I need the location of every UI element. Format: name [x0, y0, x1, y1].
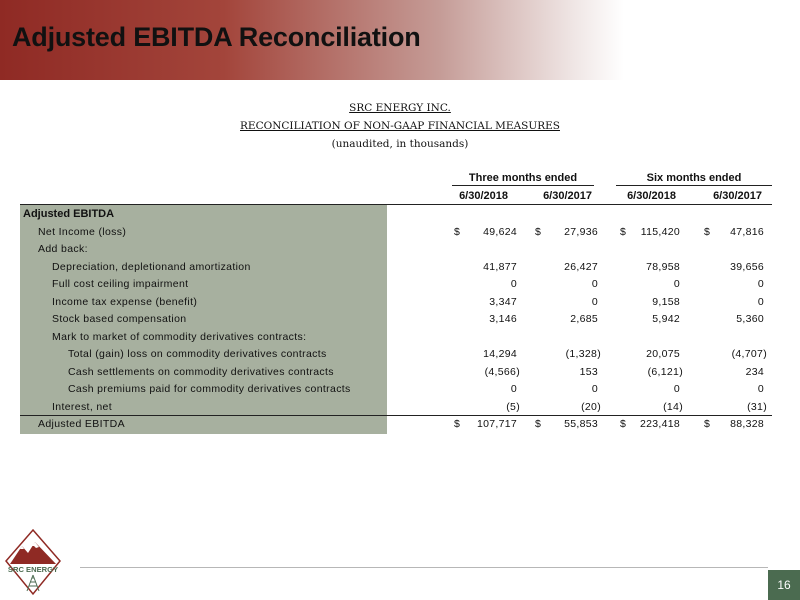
value-cell: 3,347	[489, 295, 517, 308]
value-cell: 26,427	[564, 260, 598, 273]
table-row	[20, 226, 772, 244]
value-cell: 0	[591, 383, 598, 395]
value-cell: 153	[579, 365, 598, 378]
total-rule	[20, 415, 772, 416]
currency-symbol: $	[535, 225, 542, 238]
report-subtitle	[0, 120, 800, 132]
value-cell: 78,958	[646, 260, 680, 273]
table-row	[20, 208, 772, 226]
value-cell: (6,121)	[647, 365, 683, 378]
column-date: 6/30/2017	[543, 190, 592, 202]
row-label: Full cost ceiling impairment	[52, 278, 189, 290]
value-cell: 234	[745, 365, 764, 378]
value-cell: 9,158	[652, 295, 680, 308]
value-cell: 3,146	[489, 313, 517, 325]
value-cell: 47,816	[730, 225, 764, 238]
value-cell: 0	[510, 278, 517, 290]
table-row	[20, 383, 772, 401]
currency-symbol: $	[454, 225, 461, 238]
row-label: Stock based compensation	[52, 313, 187, 325]
report-subtitle-text: RECONCILIATION OF NON-GAAP FINANCIAL MEASURES	[240, 120, 560, 132]
value-cell: 20,075	[646, 348, 680, 360]
row-label: Interest, net	[52, 400, 112, 413]
logo-text: SRC ENERGY	[7, 565, 59, 574]
column-group-six-months: Six months ended	[616, 172, 772, 186]
value-cell: 88,328	[730, 418, 764, 430]
value-cell: 0	[510, 383, 517, 395]
row-label: Total (gain) loss on commodity derivatives contracts	[68, 348, 327, 360]
footer-rule	[80, 567, 768, 568]
value-cell: (31)	[747, 400, 767, 413]
value-cell: 0	[673, 278, 680, 290]
value-cell: 55,853	[564, 418, 598, 430]
value-cell: (14)	[663, 400, 683, 413]
table-row	[20, 313, 772, 331]
report-company-text: SRC ENERGY INC.	[349, 102, 451, 114]
table-row	[20, 278, 772, 296]
row-label: Add back:	[38, 243, 88, 255]
currency-symbol: $	[454, 418, 461, 430]
value-cell: 0	[673, 383, 680, 395]
row-label: Mark to market of commodity derivatives contracts:	[52, 330, 307, 343]
row-label: Cash settlements on commodity derivatives contracts	[68, 365, 334, 378]
value-cell: 27,936	[564, 225, 598, 238]
table-row	[20, 366, 772, 384]
currency-symbol: $	[535, 418, 542, 430]
value-cell: 41,877	[483, 260, 517, 273]
value-cell: 39,656	[730, 260, 764, 273]
value-cell: 0	[757, 295, 764, 308]
currency-symbol: $	[704, 225, 711, 238]
report-note	[0, 138, 800, 150]
row-label: Adjusted EBITDA	[38, 418, 125, 430]
row-label: Depreciation, depletionand amortization	[52, 260, 251, 273]
report-note-text: (unaudited, in thousands)	[331, 138, 469, 150]
row-label: Income tax expense (benefit)	[52, 295, 198, 308]
value-cell: (1,328)	[565, 348, 601, 360]
column-date: 6/30/2018	[459, 190, 508, 202]
currency-symbol: $	[620, 225, 627, 238]
value-cell: 0	[757, 278, 764, 290]
column-group-three-months: Three months ended	[452, 172, 594, 186]
table-row	[20, 331, 772, 349]
title-bar	[0, 0, 800, 80]
value-cell: 5,360	[736, 313, 764, 325]
value-cell: 115,420	[640, 225, 680, 238]
report-company	[0, 102, 800, 114]
page-number-badge: 16	[768, 570, 800, 600]
row-label: Cash premiums paid for commodity derivatives contracts	[68, 383, 351, 395]
table-row	[20, 243, 772, 261]
row-label: Adjusted EBITDA	[23, 208, 115, 220]
column-date: 6/30/2017	[713, 190, 762, 202]
value-cell: (4,707)	[731, 348, 767, 360]
row-label: Net Income (loss)	[38, 225, 127, 238]
table-row	[20, 348, 772, 366]
value-cell: 0	[591, 295, 598, 308]
value-cell: 223,418	[639, 418, 680, 430]
currency-symbol: $	[620, 418, 627, 430]
table-row	[20, 261, 772, 279]
src-energy-logo	[4, 528, 62, 598]
value-cell: 5,942	[652, 313, 680, 325]
currency-symbol: $	[704, 418, 711, 430]
value-cell: 49,624	[483, 225, 517, 238]
value-cell: 0	[757, 383, 764, 395]
value-cell: 0	[591, 278, 598, 290]
column-date: 6/30/2018	[627, 190, 676, 202]
slide-title: Adjusted EBITDA Reconciliation	[12, 22, 421, 52]
value-cell: 107,717	[476, 418, 517, 430]
table-row	[20, 296, 772, 314]
table-row	[20, 418, 772, 436]
value-cell: (4,566)	[484, 365, 520, 378]
value-cell: (20)	[581, 400, 601, 413]
value-cell: (5)	[506, 400, 520, 413]
value-cell: 14,294	[483, 348, 517, 360]
value-cell: 2,685	[570, 313, 598, 325]
